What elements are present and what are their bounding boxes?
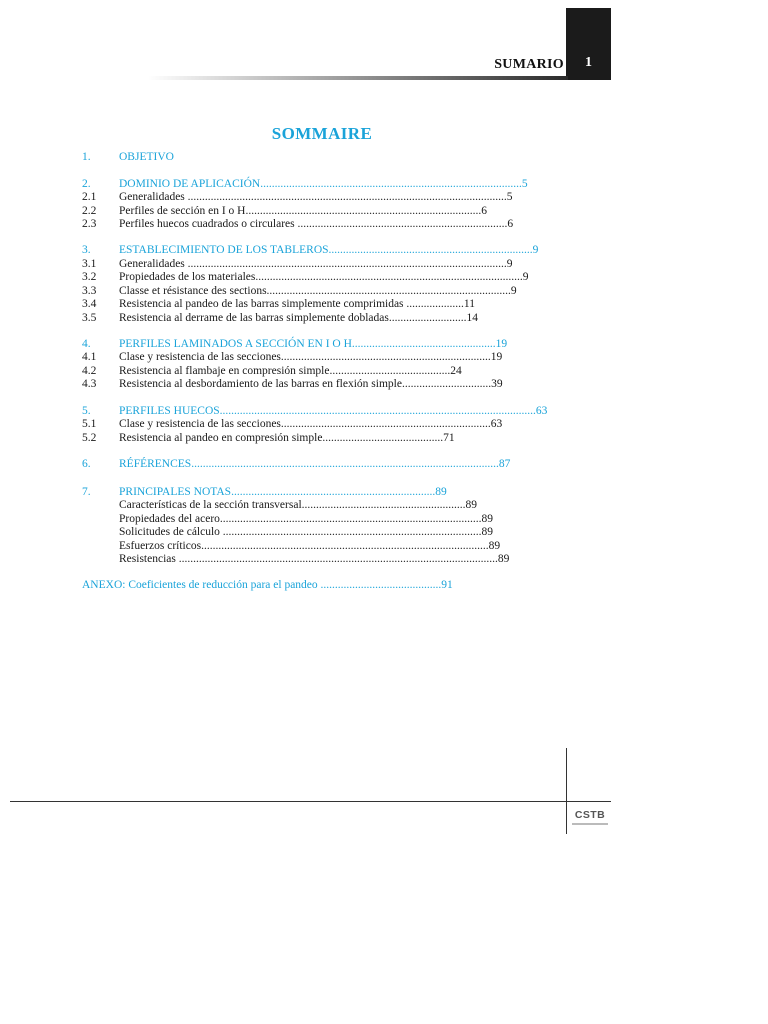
toc-entry-number: 6.: [82, 458, 91, 470]
toc-entry-text: Resistencia al derrame de las barras simplemente dobladas...........................14: [119, 312, 478, 324]
toc-entry-number: 1.: [82, 151, 91, 163]
toc-entry-text: PRINCIPALES NOTAS.......................................................................89: [119, 486, 447, 498]
toc-entry-text: PERFILES HUECOS..............................................................................................................63: [119, 405, 548, 417]
toc-entry-number: 3.3: [82, 285, 97, 297]
toc-entry-text: PERFILES LAMINADOS A SECCIÓN EN I O H..................................................19: [119, 338, 508, 350]
toc-entry-number: 3.5: [82, 312, 97, 324]
toc-entry-text: DOMINIO DE APLICACIÓN...........................................................................................5: [119, 178, 528, 190]
toc-entry-number: 4.: [82, 338, 91, 350]
toc-entry-number: 4.3: [82, 378, 97, 390]
footer-divider-vertical: [566, 748, 567, 834]
toc-entry-text: Características de la sección transversal.........................................................89: [119, 499, 478, 511]
header-rule: [148, 76, 568, 80]
toc-entry-text: Solicitudes de cálculo ..........................................................................................89: [119, 526, 494, 538]
toc-entry-text: Resistencia al pandeo en compresión simple..........................................71: [119, 432, 455, 444]
toc-entry-text: Perfiles de sección en I o H..................................................................................6: [119, 205, 487, 217]
toc-entry-text: Esfuerzos críticos....................................................................................................89: [119, 540, 501, 552]
page-number: 1: [585, 55, 592, 70]
toc-entry-text: Clase y resistencia de las secciones.........................................................................19: [119, 351, 503, 363]
toc-entry-text: Resistencia al pandeo de las barras simplemente comprimidas ....................11: [119, 298, 475, 310]
page-title: SOMMAIRE: [271, 124, 373, 143]
toc-entry-text: Resistencia al desbordamiento de las barras en flexión simple...............................39: [119, 378, 503, 390]
toc-entry-text: OBJETIVO: [119, 151, 174, 163]
toc-entry-number: 3.2: [82, 271, 97, 283]
toc-entry-text: ESTABLECIMIENTO DE LOS TABLEROS.......................................................................9: [119, 244, 539, 256]
toc-entry-number: 4.2: [82, 365, 97, 377]
toc-entry-number: 5.: [82, 405, 91, 417]
toc-entry-text: Propiedades de los materiales.............................................................................................9: [119, 271, 529, 283]
toc-entry-text: Resistencias ...............................................................................................................89: [119, 553, 510, 565]
annex-text: ANEXO: Coeficientes de reducción para el pandeo ..........................................91: [82, 579, 453, 591]
cstb-logo: CSTB: [574, 809, 606, 821]
toc-entry-text: RÉFÉRENCES...........................................................................................................87: [119, 458, 511, 470]
toc-entry-text: Classe et résistance des sections.....................................................................................9: [119, 285, 517, 297]
toc-entry-text: Resistencia al flambaje en compresión simple..........................................24: [119, 365, 462, 377]
toc-entry-text: Perfiles huecos cuadrados o circulares .........................................................................6: [119, 218, 514, 230]
toc-entry-text: Generalidades ...............................................................................................................9: [119, 258, 513, 270]
toc-entry-text: Clase y resistencia de las secciones.........................................................................63: [119, 418, 503, 430]
toc-entry-number: 3.4: [82, 298, 97, 310]
toc-entry-number: 4.1: [82, 351, 97, 363]
header-title: SUMARIO: [494, 57, 564, 72]
toc-entry-text: Propiedades del acero...........................................................................................89: [119, 513, 494, 525]
toc-entry-number: 3.1: [82, 258, 97, 270]
footer-divider: [10, 801, 611, 802]
toc-entry-number: 3.: [82, 244, 91, 256]
toc-entry-text: Generalidades ...............................................................................................................5: [119, 191, 513, 203]
annex-entry: [82, 578, 453, 592]
toc-entry-number: 7.: [82, 486, 91, 498]
toc-entry-number: 2.3: [82, 218, 97, 230]
toc-entry-number: 2.1: [82, 191, 97, 203]
toc-entry-number: 5.1: [82, 418, 97, 430]
toc-entry-number: 5.2: [82, 432, 97, 444]
toc-entry-number: 2.2: [82, 205, 97, 217]
logo-tagline-mark: [572, 823, 608, 825]
toc-entry-number: 2.: [82, 178, 91, 190]
